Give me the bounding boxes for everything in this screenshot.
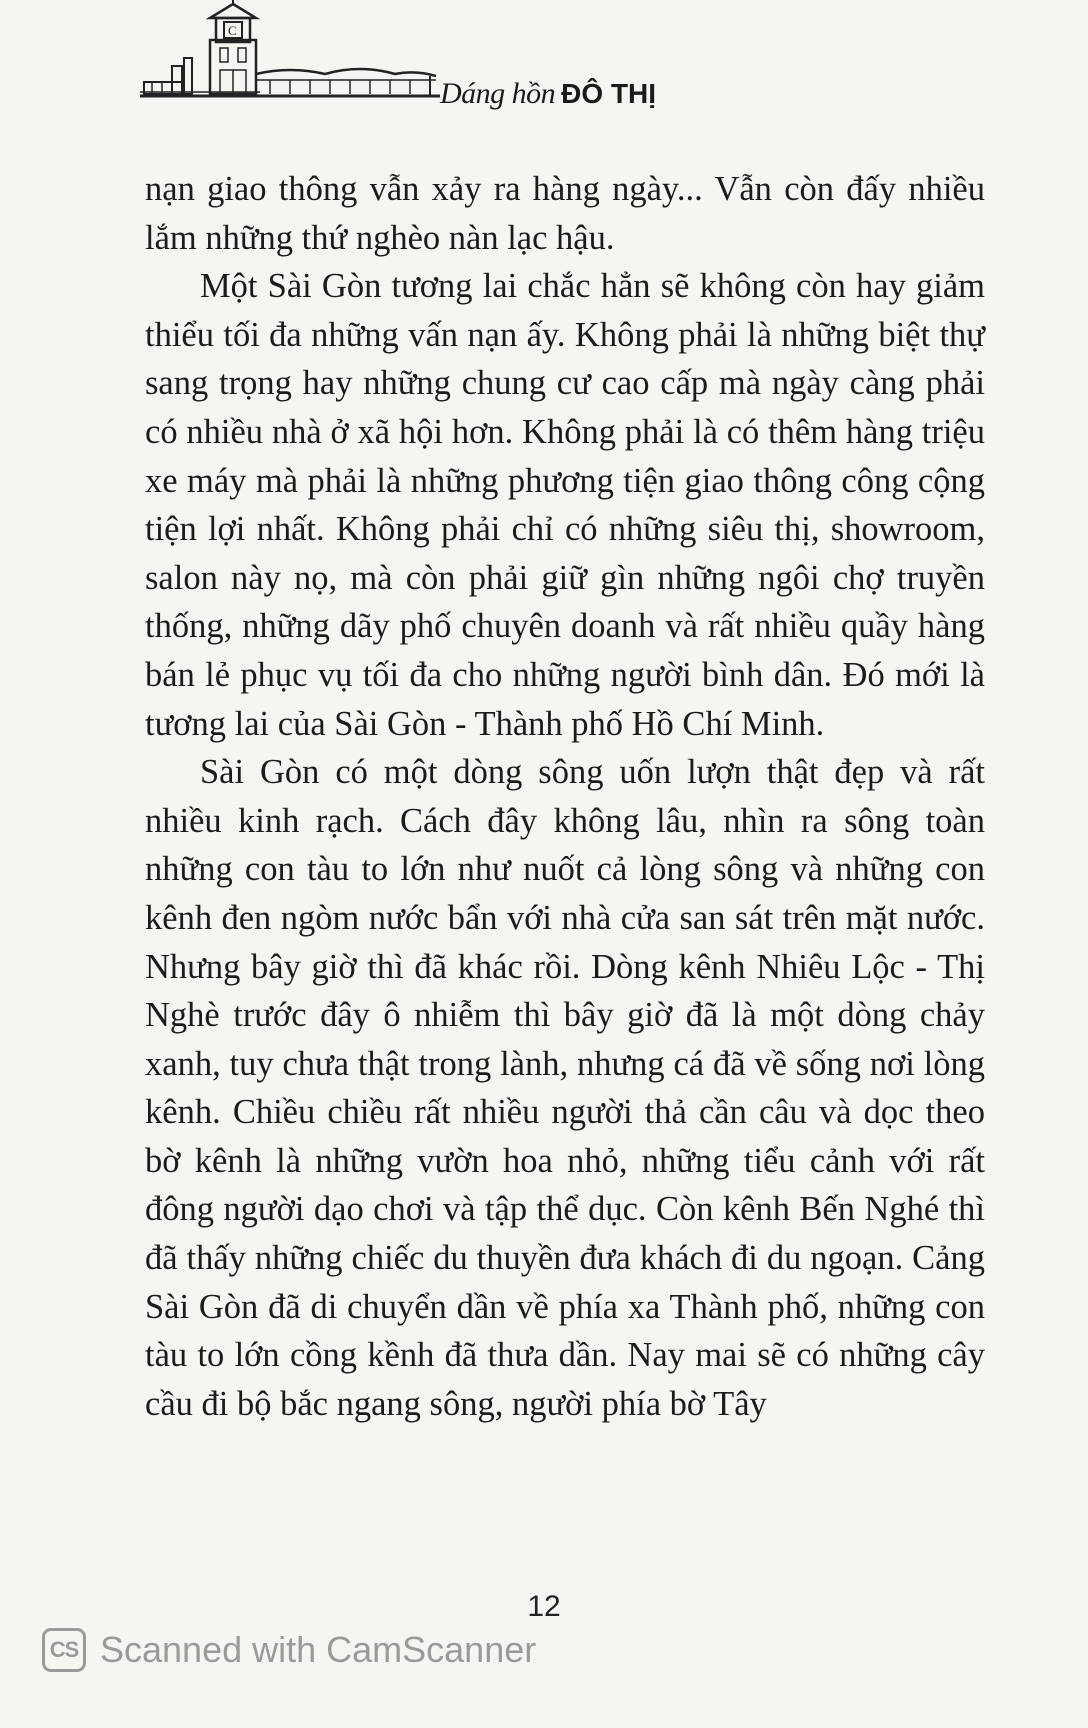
page-number: 12 <box>527 1590 561 1623</box>
paragraph-3: Sài Gòn có một dòng sông uốn lượn thật đẹp và rất nhiều kinh rạch. Cách đây không lâu, nhìn ra sông toàn những con tàu to lớn như nuốt cả lòng sông và những con kênh đen ngòm nước bẩn với nhà cửa san sát trên mặt nước. Nhưng bây giờ thì đã khác rồi. Dòng kênh Nhiêu Lộc - Thị Nghè trước đây ô nhiễm thì bây giờ đã là một dòng chảy xanh, tuy chưa thật trong lành, nhưng cá đã về sống nơi lòng kênh. Chiều chiều rất nhiều người thả cần câu và dọc theo bờ kênh là những vườn hoa nhỏ, những tiểu cảnh với rất đông người dạo chơi và tập thể dục. Còn kênh Bến Nghé thì đã thấy những chiếc du thuyền đưa khách đi du ngoạn. Cảng Sài Gòn đã di chuyển dần về phía xa Thành phố, những con tàu to lớn cồng kềnh đã thưa dần. Nay mai sẽ có những cây cầu đi bộ bắc ngang sông, người phía bờ Tây <box>145 753 985 1423</box>
running-header <box>140 0 660 120</box>
series-title <box>440 78 656 110</box>
watermark-text: Scanned with CamScanner <box>100 1629 537 1670</box>
paragraph-2: Một Sài Gòn tương lai chắc hẳn sẽ không còn hay giảm thiểu tối đa những vấn nạn ấy. Không phải là những biệt thự sang trọng hay những chung cư cao cấp mà ngày càng phải có nhiều nhà ở xã hội hơn. Không phải là có thêm hàng triệu xe máy mà phải là những phương tiện giao thông công cộng tiện lợi nhất. Không phải chỉ có những siêu thị, showroom, salon này nọ, mà còn phải giữ gìn những ngôi chợ truyền thống, những dãy phố chuyên doanh và rất nhiều quầy hàng bán lẻ phục vụ tối đa cho những người bình dân. Đó mới là tương lai của Sài Gòn - Thành phố Hồ Chí Minh. <box>145 267 985 743</box>
series-title-caps: ĐÔ THỊ <box>561 78 657 109</box>
paragraph-1: nạn giao thông vẫn xảy ra hàng ngày... Vẫn còn đấy nhiều lắm những thứ nghèo nàn lạc hậu. <box>145 170 985 257</box>
camscanner-logo-icon: CS <box>42 1628 86 1672</box>
body-text <box>145 165 985 1428</box>
svg-text:C: C <box>228 23 237 38</box>
series-title-script: Dáng hồn <box>440 77 556 110</box>
camscanner-watermark <box>42 1622 536 1678</box>
